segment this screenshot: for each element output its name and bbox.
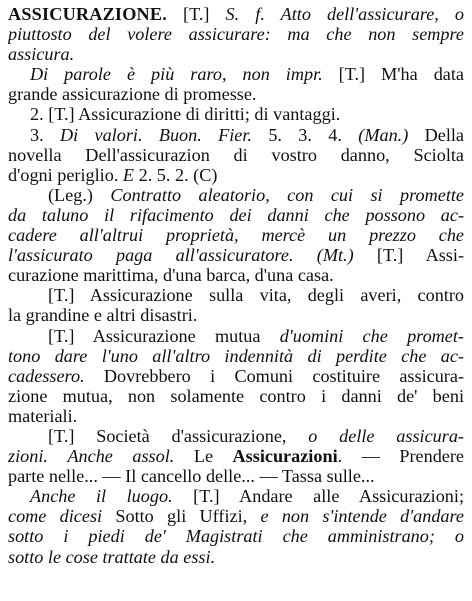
entry-line <box>8 506 464 526</box>
entry-text-run: tono dare l'uno all'altro indennità di perdite che ac- <box>8 345 464 366</box>
entry-text-run: Sotto gli Uffizi, <box>102 506 261 527</box>
entry-text-run: d'uomini che promet- <box>279 325 464 346</box>
entry-text-run: S. f. Atto dell'assicurare, o <box>225 4 464 24</box>
entry-text-run: Anche il luogo. <box>30 486 173 507</box>
entry-text-run: da taluno il rifacimento dei danni che possono ac- <box>8 204 464 225</box>
entry-text-run: parte nelle... — Il cancello delle... — Tassa sulle... <box>8 466 375 487</box>
entry-line <box>8 486 464 506</box>
entry-line <box>8 64 464 84</box>
entry-text-run: Di valori. Buon. Fier. <box>59 124 252 145</box>
entry-line <box>8 366 464 386</box>
entry-line <box>8 165 464 185</box>
entry-text-run: assicura. <box>8 44 75 65</box>
entry-text-run: Dovrebbero i Comuni costituire assicura- <box>84 365 464 386</box>
entry-text-run: zioni. <box>8 446 48 467</box>
entry-headword: ASSICURAZIONE. <box>8 4 167 24</box>
entry-text-run: d'ogni periglio. <box>8 164 123 185</box>
entry-line <box>8 305 464 325</box>
entry-text-run: sotto i piedi de' Magistrati che amministrano; o <box>8 526 464 547</box>
entry-line <box>8 386 464 406</box>
entry-line <box>8 406 464 426</box>
entry-text-run: (Mt.) <box>316 245 354 266</box>
entry-line <box>8 185 464 205</box>
entry-line <box>8 526 464 546</box>
entry-line <box>8 225 464 245</box>
entry-text-run: [T.] Assi- <box>353 245 464 266</box>
entry-text-run: [T.] Andare alle Assicurazioni; <box>172 486 464 507</box>
entry-text-run: come dicesi <box>8 506 103 527</box>
entry-text-run: novella Dell'assicurazion di vostro danno, Sciolta <box>8 144 464 165</box>
entry-line <box>8 145 464 165</box>
entry-text-run: (Man.) <box>358 124 409 145</box>
entry-text-run: [T.] M'ha data <box>322 64 464 85</box>
entry-line <box>8 44 464 64</box>
entry-text-run: 2. 5. 2. (C) <box>134 164 218 185</box>
entry-line <box>8 4 464 24</box>
entry-text-run: materiali. <box>8 405 78 426</box>
entry-text-run: cadessero. <box>8 365 85 386</box>
entry-text-run <box>48 446 68 466</box>
entry-text-run: [T.] Società d'assicurazione, <box>48 425 309 446</box>
entry-text-run: e non s'intende d'andare <box>260 506 464 527</box>
entry-line <box>8 547 464 567</box>
entry-text-run: Le <box>174 446 233 467</box>
entry-line <box>8 125 464 145</box>
entry-text-run <box>294 245 317 265</box>
entry-text-run: . — Prendere <box>337 446 464 467</box>
entry-text-run: l'assicurato paga all'assicuratore. <box>8 245 294 266</box>
entry-text-run: o delle assicura- <box>308 425 464 446</box>
entry-line <box>8 205 464 225</box>
entry-text-run: E <box>122 164 135 185</box>
entry-text-run: Assicurazioni <box>232 446 338 467</box>
entry-line <box>8 285 464 305</box>
entry-line <box>8 346 464 366</box>
entry-line <box>8 326 464 346</box>
entry-line <box>8 426 464 446</box>
entry-text-run: sotto le cose trattate da essi. <box>8 546 216 567</box>
entry-line <box>8 104 464 124</box>
entry-text-run: [T.] Assicurazione sulla vita, degli averi, contro <box>48 285 464 306</box>
entry-text-run: la grandine e altri disastri. <box>8 305 198 326</box>
entry-text-run: 5. 3. 4. <box>251 124 359 145</box>
entry-line <box>8 446 464 466</box>
entry-line <box>8 245 464 265</box>
entry-text-run: zione mutua, non solamente contro i danni de' beni <box>8 385 464 406</box>
entry-text-run: 2. [T.] Assicurazione di diritti; di vantaggi. <box>30 104 341 125</box>
entry-text-run: curazione marittima, d'una barca, d'una casa. <box>8 265 334 286</box>
entry-text-run: piuttosto del volere assicurare: ma che non sempre <box>8 24 464 45</box>
entry-text-run: (Leg.) <box>48 184 111 205</box>
entry-text-run: Di parole è più raro, non impr. <box>30 64 323 85</box>
entry-line <box>8 24 464 44</box>
entry-text-run: cadere all'altrui proprietà, mercè un prezzo che <box>8 225 464 246</box>
entry-line <box>8 84 464 104</box>
entry-text-run: grande assicurazione di promesse. <box>8 84 257 105</box>
entry-text-run: Della <box>408 124 464 145</box>
entry-line <box>8 265 464 285</box>
entry-text-run: [T.] <box>166 4 226 24</box>
entry-text-run: Anche assol. <box>67 446 175 467</box>
entry-text-run: [T.] Assicurazione mutua <box>48 325 280 346</box>
entry-text-run: Contratto aleatorio, con cui si promette <box>110 184 464 205</box>
entry-text-run: 3. <box>30 124 60 145</box>
entry-line <box>8 466 464 486</box>
